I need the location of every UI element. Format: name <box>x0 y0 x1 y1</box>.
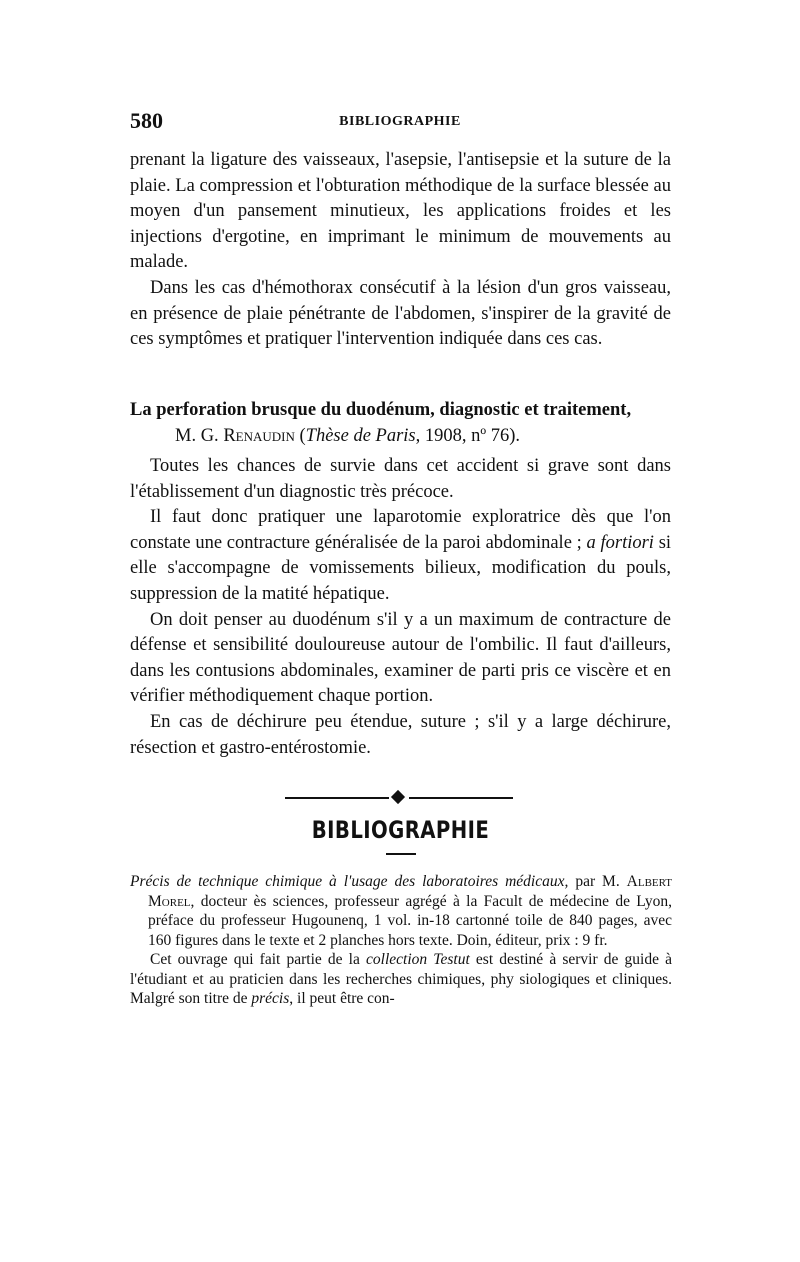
section-paragraph: Toutes les chances de survie dans cet accident si grave sont dans l'établissement d'un diagnostic très précoce. <box>130 456 671 502</box>
bibliography-section <box>130 872 672 1009</box>
divider-line <box>285 797 389 799</box>
source-title: Thèse de Paris <box>305 426 416 446</box>
section-text <box>130 454 671 761</box>
section-paragraph: On doit penser au duodénum s'il y a un maximum de contracture de défense et sensibilité douloureuse autour de l'ombilic. Il faut d'ailleurs, dans les contusions abdominales, examiner de parti pris ce viscère et en vérifier méthodiquement chaque portion. <box>130 609 671 707</box>
source-rest: , 1908, nº 76). <box>415 426 521 446</box>
author-name: Renaudin <box>223 426 295 446</box>
section-byline <box>175 424 520 450</box>
paragraph-text: Il faut donc pratiquer une laparotomie exploratrice dès que l'on constate une contracture généralisée de la paroi abdominale ; <box>130 507 671 553</box>
review-text: est destiné à servir de guide à l'étudiant et au praticien dans les recherches chimiques, phy siologiques et cliniques. Malgré son titre de <box>130 951 673 1007</box>
review-collection: collection Testut <box>366 951 470 968</box>
review-precis: précis <box>251 990 290 1007</box>
running-title: BIBLIOGRAPHIE <box>339 114 461 129</box>
title-rule <box>386 853 416 855</box>
ornamental-divider <box>285 788 513 808</box>
paragraph-text: si elle s'accompagne de vomissements bilieux, modification du pouls, suppression de la matité hépatique. <box>130 532 672 604</box>
bibliography-review <box>130 950 672 1009</box>
bibliography-entry <box>130 872 672 950</box>
intro-paragraph: prenant la ligature des vaisseaux, l'asepsie, l'antisepsie et la suture de la plaie. La compression et l'obturation méthodique de la surface blessée au moyen d'un pansement minutieux, les applications froides et les injections d'ergotine, en imprimant le minimum de mouvements au malade. <box>130 150 671 273</box>
section-paragraph <box>130 505 671 607</box>
divider-line <box>409 797 513 799</box>
section-heading: La perforation brusque du duodénum, diagnostic et traitement, <box>130 400 632 420</box>
italic-phrase: a fortiori <box>586 532 654 553</box>
review-text: Cet ouvrage qui fait partie de la <box>150 951 360 968</box>
intro-paragraph: Dans les cas d'hémothorax consécutif à la lésion d'un gros vaisseau, en présence de plaie pénétrante de l'abdomen, s'inspirer de la gravité de ces symptômes et pratiquer l'intervention indiquée dans ces cas. <box>130 277 671 350</box>
bibliography-title: BIBLIOGRAPHIE <box>311 816 490 844</box>
source-open: ( <box>299 426 306 446</box>
entry-details: , docteur ès sciences, professeur agrégé à la Facult de médecine de Lyon, préface du professeur Hugounenq, 1 vol. in-18 cartonné toile de 840 pages, avec 160 figures dans le texte et 2 planches hors texte. Doin, éditeur, prix : 9 fr. <box>148 892 672 949</box>
section-paragraph: En cas de déchirure peu étendue, suture ; s'il y a large déchirure, résection et gastro-entérostomie. <box>130 711 671 758</box>
diamond-ornament-icon <box>391 790 405 804</box>
page-header <box>130 108 670 138</box>
review-text: , il peut être con- <box>289 990 395 1007</box>
page-number: 580 <box>130 108 163 133</box>
entry-author: Albert Morel <box>148 873 673 910</box>
author-prefix: M. G. <box>175 426 219 446</box>
intro-text <box>130 148 671 353</box>
entry-by: par M. <box>575 873 620 890</box>
entry-title: Précis de technique chimique à l'usage des laboratoires médicaux, <box>130 873 569 890</box>
